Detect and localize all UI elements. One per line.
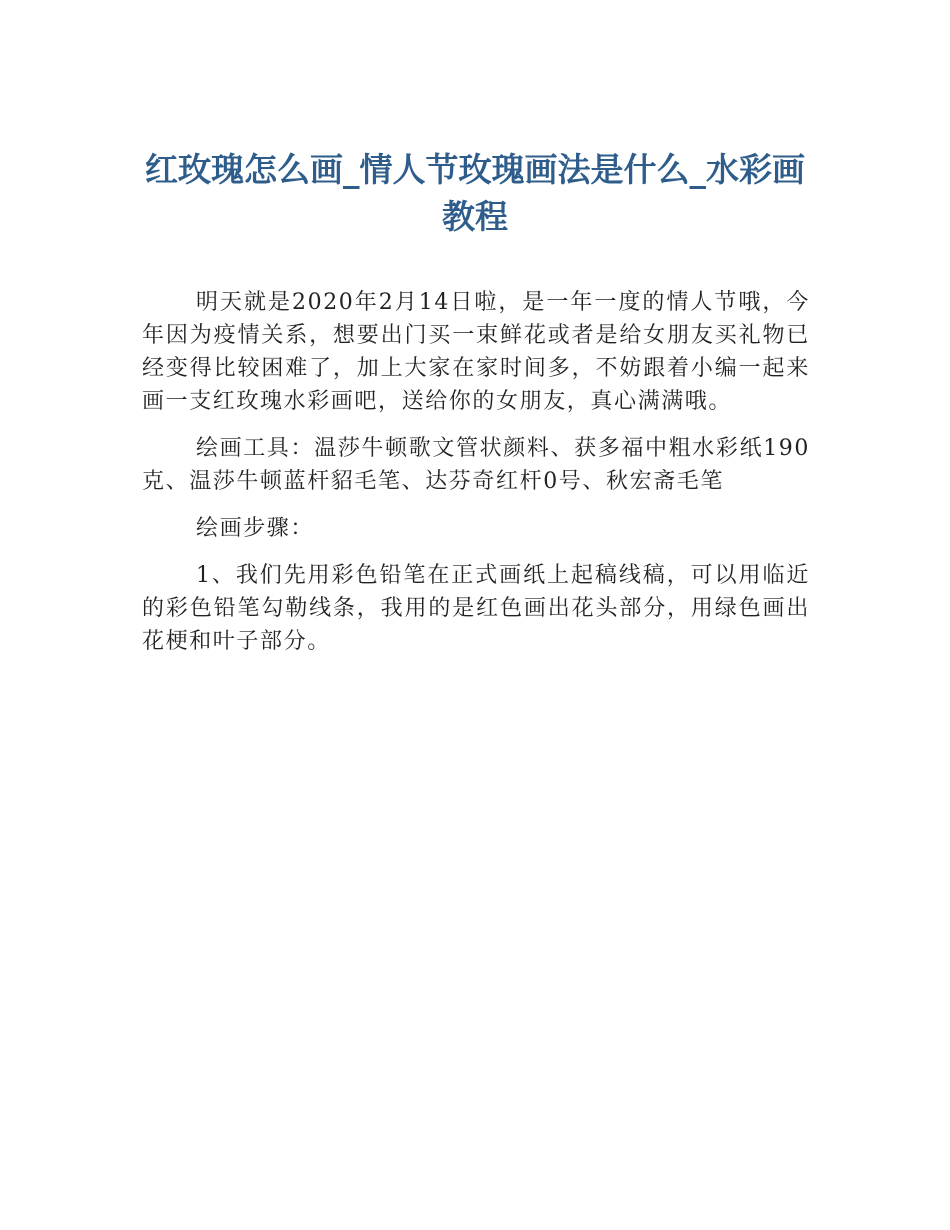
paragraph-step-1: 1、我们先用彩色铅笔在正式画纸上起稿线稿，可以用临近的彩色铅笔勾勒线条，我用的是红色画出花头部分，用绿色画出花梗和叶子部分。 <box>142 563 810 654</box>
document-title: 红玫瑰怎么画_情人节玫瑰画法是什么_水彩画教程 <box>145 150 805 236</box>
document-body <box>142 286 810 672</box>
paragraph-steps-heading: 绘画步骤： <box>196 516 315 541</box>
paragraph-tools: 绘画工具：温莎牛顿歌文管状颜料、获多福中粗水彩纸190克、温莎牛顿蓝杆貂毛笔、达芬奇红杆0号、秋宏斋毛笔 <box>142 436 810 494</box>
paragraph-intro: 明天就是2020年2月14日啦，是一年一度的情人节哦，今年因为疫情关系，想要出门买一束鲜花或者是给女朋友买礼物已经变得比较困难了，加上大家在家时间多，不妨跟着小编一起来画一支红玫瑰水彩画吧，送给你的女朋友，真心满满哦。 <box>142 290 810 414</box>
